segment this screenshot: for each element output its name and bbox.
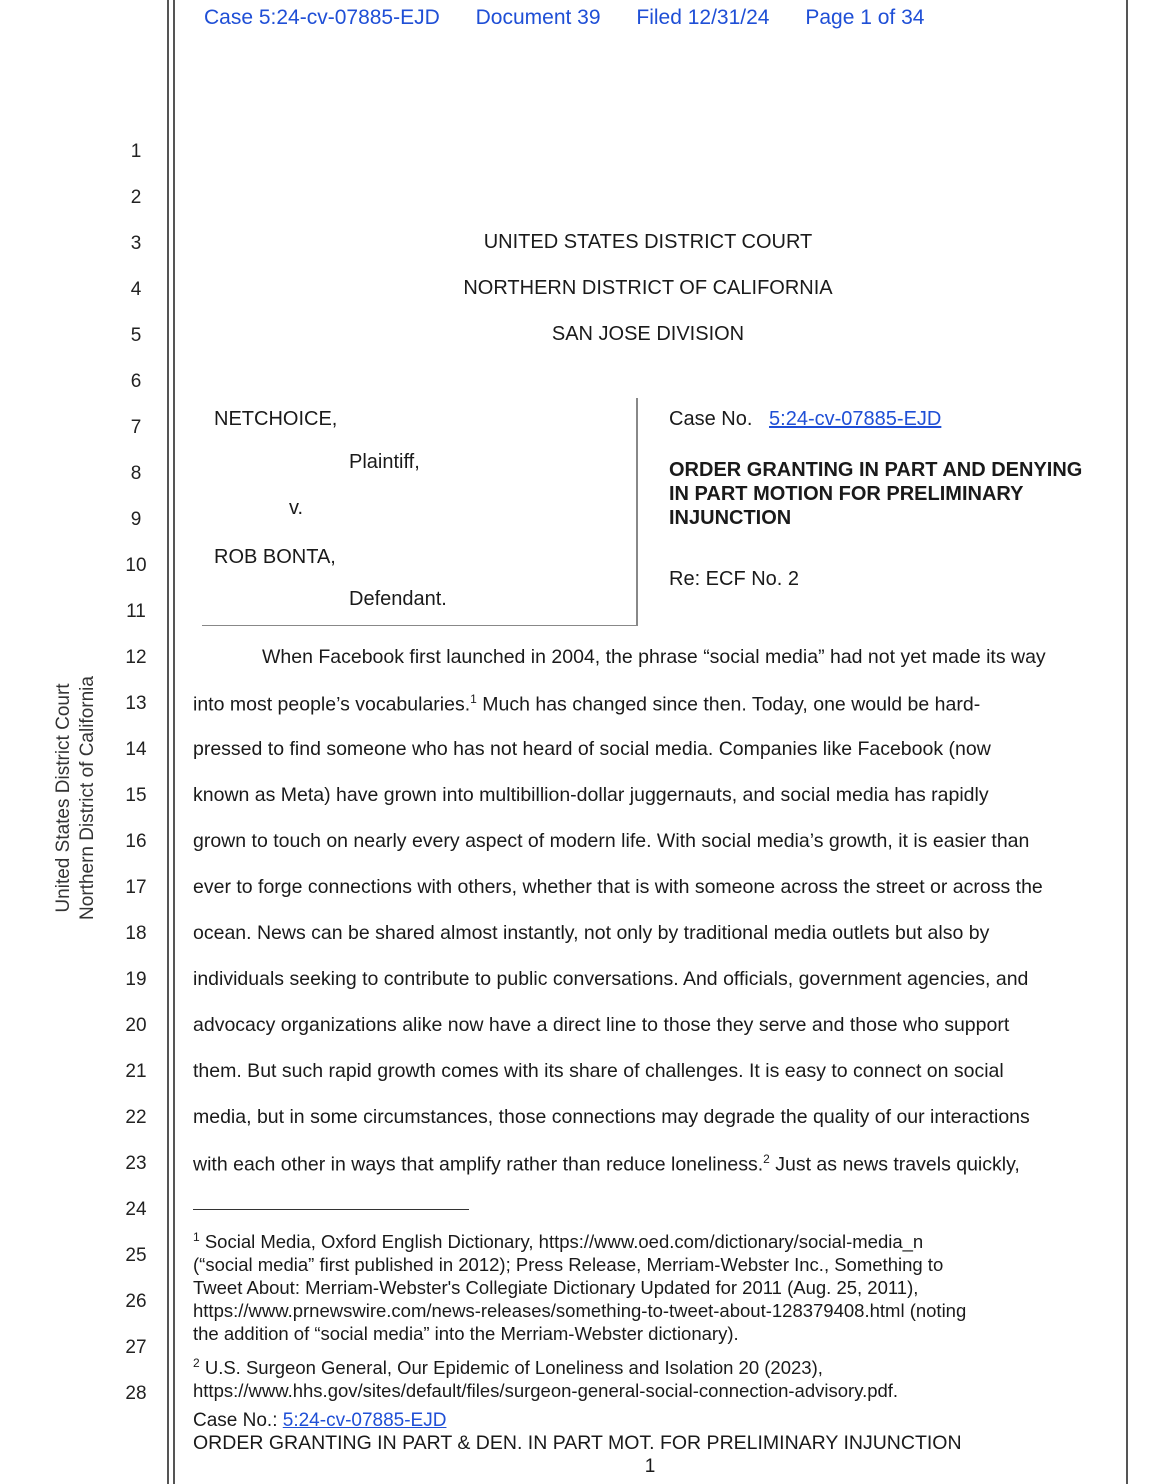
side-label-district: Northern District of California (77, 676, 98, 920)
line-number: 28 (125, 1383, 147, 1404)
body-line: advocacy organizations alike now have a direct line to those they serve and those who support (193, 1014, 1010, 1036)
line-number: 18 (125, 923, 147, 944)
line-number: 16 (125, 831, 147, 852)
case-number-label: Case No. (669, 408, 753, 430)
body-line: ever to forge connections with others, whether that is with someone across the street or across the (193, 876, 1043, 898)
footnote-ref[interactable]: 2 (763, 1152, 770, 1166)
court-name: UNITED STATES DISTRICT COURT (483, 231, 813, 253)
filing-header (204, 6, 954, 30)
body-line: with each other in ways that amplify rather than reduce loneliness.$^2$ Just as news travels quickly, (193, 1152, 1020, 1176)
line-number: 24 (125, 1199, 147, 1220)
case-number-link[interactable]: 5:24-cv-07885-EJD (769, 408, 942, 430)
page-number: 1 (644, 1456, 656, 1477)
line-number: 3 (130, 233, 142, 254)
footer-case-link[interactable]: 5:24-cv-07885-EJD (282, 1410, 447, 1431)
line-number: 17 (125, 877, 147, 898)
caption-divider (636, 398, 638, 626)
defendant-role: Defendant. (349, 588, 447, 610)
caption-bottom-rule (202, 625, 638, 626)
versus: v. (289, 497, 304, 519)
court-division: SAN JOSE DIVISION (551, 323, 745, 345)
line-number: 20 (125, 1015, 147, 1036)
line-number: 23 (125, 1153, 147, 1174)
line-number: 15 (125, 785, 147, 806)
line-number: 14 (125, 739, 147, 760)
line-number: 22 (125, 1107, 147, 1128)
left-margin-rule-outer (167, 0, 169, 1484)
line-number: 2 (130, 187, 142, 208)
line-number: 11 (126, 601, 146, 622)
header-document-number: Document 39 (475, 6, 601, 29)
line-number: 9 (130, 509, 142, 530)
body-line: When Facebook first launched in 2004, the phrase “social media” had not yet made its way (262, 646, 1046, 668)
side-label-court: United States District Court (53, 683, 74, 913)
body-line: media, but in some circumstances, those connections may degrade the quality of our interactions (193, 1106, 1030, 1128)
line-number: 7 (130, 417, 142, 438)
left-margin-rule-inner (173, 0, 175, 1484)
line-number: 6 (130, 371, 142, 392)
footnote-1: $^1$ Social Media, Oxford English Dictionary, https://www.oed.com/dictionary/social-media_n (“social media” first published in 2012); Press Release, Merriam-Webster Inc., Something to Tweet About: Merriam-Webster's Collegiate Dictionary Updated for 2011 (Aug. 25, 2011), https://www.prnewswire.com/news-releases/something-to-tweet-about-128379408.html (noting the addition of “social media” into the Merriam-Webster dictionary). (193, 1230, 967, 1345)
footnote-ref[interactable]: 1 (470, 692, 477, 706)
line-number: 19 (125, 969, 147, 990)
plaintiff-role: Plaintiff, (349, 451, 420, 473)
body-line: individuals seeking to contribute to public conversations. And officials, government agencies, and (193, 968, 1029, 990)
body-line: pressed to find someone who has not heard of social media. Companies like Facebook (now (193, 738, 991, 760)
body-line: ocean. News can be shared almost instantly, not only by traditional media outlets but also by (193, 922, 990, 944)
header-page-count: Page 1 of 34 (805, 6, 925, 29)
footnote-number: 1 (193, 1230, 200, 1244)
body-line: grown to touch on nearly every aspect of modern life. With social media’s growth, it is easier than (193, 830, 1030, 852)
body-line: them. But such rapid growth comes with its share of challenges. It is easy to connect on social (193, 1060, 1004, 1082)
line-number: 1 (130, 141, 142, 162)
plaintiff-name: NETCHOICE, (214, 408, 338, 430)
line-number: 4 (130, 279, 142, 300)
line-number: 13 (125, 693, 147, 714)
footnote-separator (193, 1209, 469, 1210)
order-title: ORDER GRANTING IN PART AND DENYING IN PART MOTION FOR PRELIMINARY INJUNCTION (669, 459, 1083, 529)
footnote-2: $^2$ U.S. Surgeon General, Our Epidemic of Loneliness and Isolation 20 (2023), https://www.hhs.gov/sites/default/files/surgeon-general-social-connection-advisory.pdf. (193, 1356, 899, 1402)
right-margin-rule (1126, 0, 1128, 1484)
footer-case-number: Case No.: 5:24-cv-07885-EJD (193, 1410, 447, 1431)
ecf-reference: Re: ECF No. 2 (669, 568, 800, 590)
line-number: 8 (130, 463, 142, 484)
header-filed-date: Filed 12/31/24 (636, 6, 770, 29)
line-number: 25 (125, 1245, 147, 1266)
footer-title: ORDER GRANTING IN PART & DEN. IN PART MOT. FOR PRELIMINARY INJUNCTION (193, 1432, 962, 1454)
line-number: 21 (125, 1061, 147, 1082)
header-case-number: Case 5:24-cv-07885-EJD (204, 6, 440, 29)
line-number: 12 (125, 647, 147, 668)
line-number: 27 (125, 1337, 147, 1358)
line-number: 10 (125, 555, 147, 576)
court-district: NORTHERN DISTRICT OF CALIFORNIA (463, 277, 833, 299)
line-number: 5 (130, 325, 142, 346)
defendant-name: ROB BONTA, (214, 546, 336, 568)
footnote-number: 2 (193, 1356, 200, 1370)
line-number: 26 (125, 1291, 147, 1312)
body-line: into most people’s vocabularies.$^1$ Much has changed since then. Today, one would be hard- (193, 692, 981, 716)
case-number-block (669, 408, 941, 431)
body-line: known as Meta) have grown into multibillion-dollar juggernauts, and social media has rapidly (193, 784, 989, 806)
